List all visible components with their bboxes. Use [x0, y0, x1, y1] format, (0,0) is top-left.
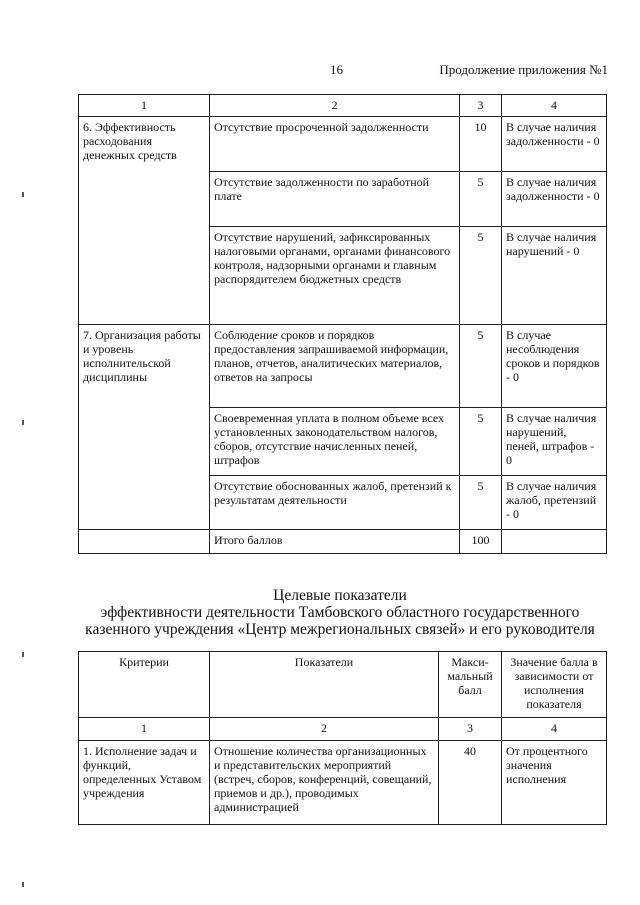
- value-cell: В случае наличия жалоб, претензий - 0: [502, 476, 607, 530]
- value-cell: В случае наличия нарушений, пеней, штрафов - 0: [502, 408, 607, 476]
- criteria-table-continued: [78, 94, 607, 554]
- col-number: 3: [460, 95, 502, 117]
- col-number: 4: [502, 718, 607, 741]
- column-number-row: [79, 95, 607, 117]
- indicator-cell: Отсутствие обоснованных жалоб, претензий к результатам деятельности: [210, 476, 460, 530]
- margin-mark: [22, 652, 24, 657]
- header-point-value: Значение балла в зависимости от исполнения показателя: [502, 652, 607, 718]
- appendix-note: Продолжение приложения №1: [439, 62, 608, 77]
- col-number: 1: [79, 95, 210, 117]
- section-title-line: Целевые показатели: [273, 587, 407, 604]
- indicator-cell: Отношение количества организационных и представительских мероприятий (встреч, сборов, конференций, совещаний, приемов и др.), проводимых администрацией: [210, 741, 439, 825]
- header-row: [79, 652, 607, 718]
- col-number: 3: [439, 718, 502, 741]
- points-cell: 5: [460, 325, 502, 408]
- points-cell: 5: [460, 172, 502, 227]
- indicator-cell: Своевременная уплата в полном объеме всех установленных законодательством налогов, сборов, отсутствие начисленных пеней, штрафов: [210, 408, 460, 476]
- total-value: 100: [460, 530, 502, 554]
- criterion-cell: 1. Исполнение задач и функций, определенных Уставом учреждения: [79, 741, 210, 825]
- value-cell: От процентного значения исполнения: [502, 741, 607, 825]
- empty-cell: [79, 530, 210, 554]
- header-max-points: Макси-мальный балл: [439, 652, 502, 718]
- column-number-row: [79, 718, 607, 741]
- value-cell: В случае наличия задолженности - 0: [502, 172, 607, 227]
- points-cell: 40: [439, 741, 502, 825]
- page-number: 16: [330, 62, 343, 77]
- value-cell: В случае наличия нарушений - 0: [502, 227, 607, 325]
- section-title-line: казенного учреждения «Центр межрегиональных связей» и его руководителя: [85, 621, 595, 638]
- points-cell: 10: [460, 117, 502, 172]
- col-number: 1: [79, 718, 210, 741]
- value-cell: В случае наличия задолженности - 0: [502, 117, 607, 172]
- table-row: [79, 117, 607, 172]
- criterion-cell: 7. Организация работы и уровень исполнительской дисциплины: [79, 325, 210, 530]
- points-cell: 5: [460, 408, 502, 476]
- indicator-cell: Отсутствие задолженности по заработной плате: [210, 172, 460, 227]
- points-cell: 5: [460, 227, 502, 325]
- total-row: [79, 530, 607, 554]
- col-number: 2: [210, 718, 439, 741]
- value-cell: В случае несоблюдения сроков и порядков - 0: [502, 325, 607, 408]
- indicator-cell: Отсутствие просроченной задолженности: [210, 117, 460, 172]
- margin-mark: [22, 882, 24, 887]
- target-indicators-table: [78, 651, 607, 825]
- col-number: 2: [210, 95, 460, 117]
- margin-mark: [22, 192, 24, 197]
- total-label: Итого баллов: [210, 530, 460, 554]
- section-title-line: эффективности деятельности Тамбовского областного государственного: [100, 604, 580, 621]
- empty-cell: [502, 530, 607, 554]
- indicator-cell: Соблюдение сроков и порядков предоставления запрашиваемой информации, планов, отчетов, аналитических материалов, ответов на запросы: [210, 325, 460, 408]
- table-row: [79, 741, 607, 825]
- criterion-cell: 6. Эффективность расходования денежных средств: [79, 117, 210, 325]
- section-title: [60, 587, 620, 638]
- col-number: 4: [502, 95, 607, 117]
- points-cell: 5: [460, 476, 502, 530]
- table-row: [79, 325, 607, 408]
- header-criteria: Критерии: [79, 652, 210, 718]
- margin-mark: [22, 420, 24, 425]
- indicator-cell: Отсутствие нарушений, зафиксированных налоговыми органами, органами финансового контроля, надзорными органами и главным распорядителем бюджетных средств: [210, 227, 460, 325]
- header-indicators: Показатели: [210, 652, 439, 718]
